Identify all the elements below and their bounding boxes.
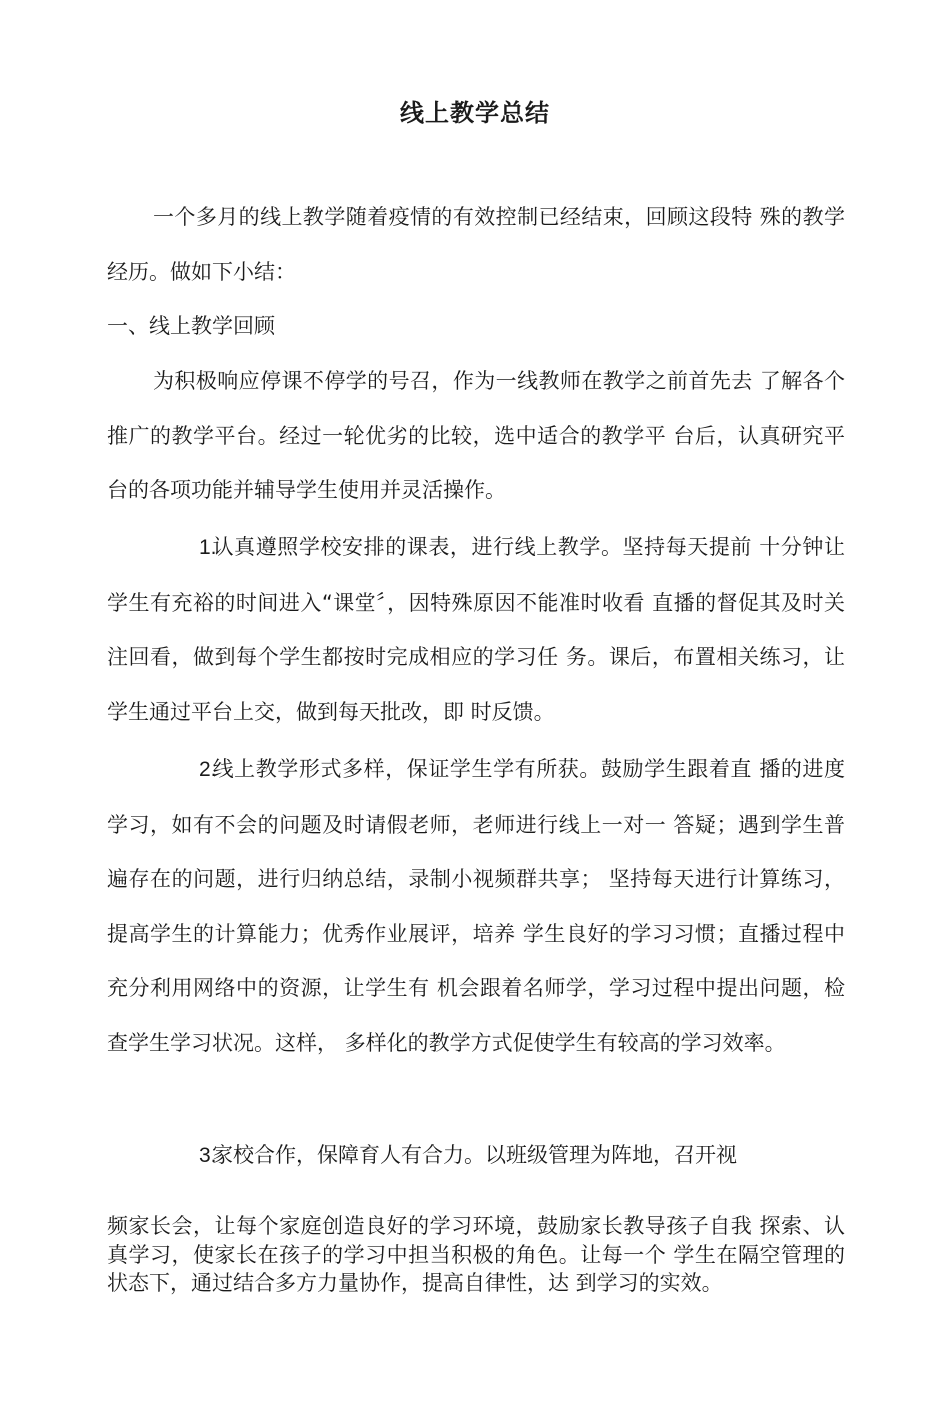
document-title: 线上教学总结	[400, 99, 550, 127]
list-item-2-text: 线上教学形式多样，保证学生学有所获。鼓励学生跟着直 播的进度学习，如有不会的问题及时请假老师，老师进行线上一对一 答疑；遇到学生普遍存在的问题，进行归纳总结，录制小视频群共享； 坚持每天进行计算练习，提高学生的计算能力；优秀作业展评，培养 学生良好的学习习惯；直播过程中充分利用网络中的资源，让学生有 机会跟着名师学，学习过程中提出问题，检查学生学习状况。这样， 多样化的教学方式促使学生有较高的学习效率。	[107, 757, 845, 1055]
section-heading: 一、线上教学回顾	[107, 314, 275, 338]
list-item-3-text-first: 家校合作，保障育人有合力。以班级管理为阵地，召开视	[212, 1143, 737, 1167]
list-item-2-number: 2.	[199, 758, 217, 781]
intro-paragraph: 一个多月的线上教学随着疫情的有效控制已经结束，回顾这段特 殊的教学经历。做如下小结：	[107, 205, 845, 284]
list-item-3-number: 3.	[199, 1144, 217, 1167]
list-item-1-number: 1.	[199, 536, 217, 559]
list-item-1-text: 认真遵照学校安排的课表，进行线上教学。坚持每天提前 十分钟让学生有充裕的时间进入“课堂〞，因特殊原因不能准时收看 直播的督促其及时关注回看，做到每个学生都按时完成相应的学习任 务。课后，布置相关练习，让学生通过平台上交，做到每天批改，即 时反馈。	[107, 535, 845, 724]
list-item-3-first-line	[107, 1128, 845, 1184]
list-item-1	[107, 520, 845, 739]
paragraph-platform: 为积极响应停课不停学的号召，作为一线教师在教学之前首先去 了解各个推广的教学平台。经过一轮优劣的比较，选中适合的教学平 台后，认真研究平台的各项功能并辅导学生使用并灵活操作。	[107, 369, 845, 502]
list-item-2	[107, 742, 845, 1070]
list-item-3-continuation: 频家长会，让每个家庭创造良好的学习环境，鼓励家长教导孩子自我 探索、认真学习，使家长在孩子的学习中担当积极的角色。让每一个 学生在隔空管理的状态下，通过结合多方力量协作，提高自律性，达 到学习的实效。	[107, 1214, 845, 1295]
